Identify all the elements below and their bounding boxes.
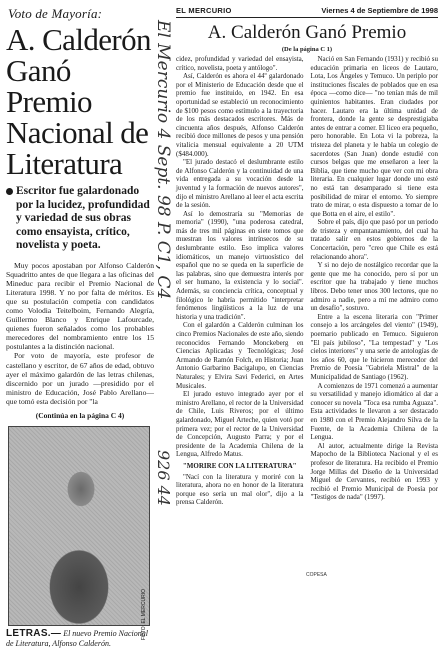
paragraph: Así, Calderón es ahora el 44º galardonado por el Ministerio de Educación desde que el premio fue instituido, en 1942. En esa oportunidad se estableció un reconocimiento de $100 pesos como estímulo a la trayectoria de los más destacados escritores. Más de cincuenta años después, Alfonso Calderón recibió doce millones de pesos y una pensión vitalicia mensual equivalente a 20 UTM ($484.000). [176,72,304,158]
handwritten-archive-number: 926 44 [154,450,173,506]
masthead [176,6,438,18]
article-column-1 [176,55,304,507]
side-credit: COPESA [306,572,327,578]
paragraph: Al autor, actualmente dirige la Revista Mapocho de la Biblioteca Nacional y el es profesor de literatura. Ha recibido el Premio Jorge Millas del Diseño de la Universidad Miguel de Cervantes, recibió en 1993 y recibió el Premio Municipal de Poesía por "Testigos de nada" (1997). [310,441,438,502]
front-paragraph: Por voto de mayoría, este profesor de castellano y escritor, de 67 años de edad, obtuvo ayer el máximo galardón de las letras chilenas, discernido por un jurado —presidido por el ministro de Educación, José Pablo Arellano— que tomó esta decisión por "la [6,351,154,406]
paragraph: "Nací con la literatura y moriré con la literatura, ahora no en honor de la literatura porque eso sería un mal olor", dijo a la prensa Calderón. [176,472,304,507]
handwritten-annotation [155,10,173,600]
paragraph: A comienzos de 1971 comenzó a aumentar su versatilidad y manejo idiomático al dar a conocer su novela "Toca esa rumba Aguaza". Esta actividades le llevaron a ser destacado en 1980 con el Premio Alejandro Silva de la Fuente, de la Academia Chilena de la Lengua. [310,381,438,442]
paragraph: El jurado estuvo integrado ayer por el ministro Arellano, el rector de la Universidad de Chile, Luis Riveros; por el último galardonado, Miguel Arteche, quien votó por primera vez; por el rector de la Universidad de Concepción, Augusto Parra; y por el presidente de la Academia Chilena de la Lengua, Alfredo Matus. [176,390,304,459]
front-paragraph: Muy pocos apostaban por Alfonso Calderón Squadritto antes de que llegara a las oficinas del Mineduc para recibir el Premio Nacional de Literatura 1998. Y no por falta de méritos. Es que su postulación competía con candidatos como Volodia Teitelboim, Fernando Alegría, Guillermo Blanco y Enrique Lafourcade, quienes fueron señalados como los probables merecedores del nombramiento entre los 15 postulantes a la distinción nacional. [6,260,154,352]
handwritten-source-note: El Mercurio 4 Sept. 98 P. C1, C4 [153,20,173,300]
photo-credit: FOTO: EL MERCURIO [141,589,147,641]
paragraph: Entre a la escena literaria con "Primer consejo a los arcángeles del viento" (1949), poemario publicado en Temuco. Siguieron "El país jubiloso", "La tempestad" y "Los cielos interiores" y una serie de antologías de los años 60, que le hicieron merecedor del Premio de Poesía "Gabriela Mistral" de la Municipalidad de Santiago (1962). [310,312,438,381]
paragraph: Nació en San Fernando (1931) y recibió su educación primaria en liceos de Lautaro, Lota, Los Ángeles y Temuco. Un periplo por instituciones fiscales de poblados que en esa época —como dice— "no tenían más de mil quinientos habitantes. Eran ciudades por hacer. Lautaro era la última unidad de frontera, donde la gente se desprestigiaba antes de entrar a comer. El liceo era pequeño, pero honorable. En Lota vi la pobreza, la tristeza del planeta y le había un colegio de sacerdotes (San Juan) donde estudié con cursos belgas que me enseñaron a leer la Biblia, que tiene mucho que ver con mi obra literaria. En cualquier lugar donde uno esté no está tan desamparado si tiene esta posibilidad de mirar el entorno. Yo siempre trato de mirar, o esta dispuesto a tomar de lo que Botta en el aire, el estilo". [310,55,438,218]
continuation-clipping [176,6,438,598]
summary [6,185,154,253]
front-page-clipping [6,6,154,648]
headline: A. Calderón Ganó Premio Nacional de Literatura [6,22,151,181]
continued-note: (Continúa en la página C 4) [35,411,125,420]
subheading: "MORIRE CON LA LITERATURA" [182,461,297,470]
from-page-note: (De la página C 1) [281,46,333,53]
paragraph: cidez, profundidad y variedad del ensayista, crítico, novelista, poeta y antólogo". [176,55,304,72]
paragraph: "El jurado destacó el deslumbrante estilo de Alfonso Calderón y la continuidad de una vida entregada a su vocación desde la juventud y la formación de nuevos autores", dijo el ministro Arellano al leer el acta escrita de la sesión. [176,158,304,210]
paragraph: Sobre el país, dijo que pasó por un periodo de tristeza y empantanamiento, del cual ha tratado salir en estos gobiernos de la Concertación, pero "creo que Chile es está relacionando ahora". [310,218,438,261]
photo-caption [6,629,154,648]
summary-text: Escritor fue galardonado por la lucidez, profundidad y variedad de sus obras como ensayista, crítico, novelista y poeta. [16,185,150,251]
publication-date: Viernes 4 de Septiembre de 1998 [321,6,438,15]
bullet-icon [6,188,13,195]
kicker: Voto de Mayoría: [8,6,103,21]
paragraph: Con el galardón a Calderón culminan los cinco Premios Nacionales de este año, siendo reconocidos Fernando Monckeberg en Ciencias Aplicadas y Tecnológicas; José Armando de Ramón Folch, en Historia; Juan Antonio Garbarino Bacigalupo, en Ciencias Naturales; y Elvira Savi Federici, en Artes Musicales. [176,321,304,390]
paragraph: Y si no dejo de nostálgico recordar que la gente que me ha conocido, pero sí por un escritor que ha trabajado y tiene muchos libros. Debo tener unos 300 lectores, que no admiro a nadie, pero a mí me admiro como un desafío", sostuvo. [310,261,438,313]
newspaper-name: EL MERCURIO [176,6,232,15]
front-body-text [6,261,154,407]
article-columns [176,55,438,507]
caption-text: El nuevo Premio Nacional de Literatura, Alfonso Calderón. [6,629,148,648]
caption-label: LETRAS.— [6,628,62,639]
paragraph: Así lo demostraría su "Memorias de memoria" (1990), "una poderosa catedral, más de tres mil páginas en siete tomos que muestran los valores intrínsecos de su deslumbrante estilo. Eso implica valores idiomáticos, un manejo virtuosístico del español que no se queda en la superficie de las palabras, sino que demuestra interés por el ser humano, la existencia y lo social". Además, su conciencia crítica, conceptual y filológico le habría permitido "interpretar fenómenos lingüísticos a la luz de una historia y una tradición". [176,209,304,321]
article-column-2 [311,55,439,507]
continuation-headline: A. Calderón Ganó Premio [207,22,407,43]
